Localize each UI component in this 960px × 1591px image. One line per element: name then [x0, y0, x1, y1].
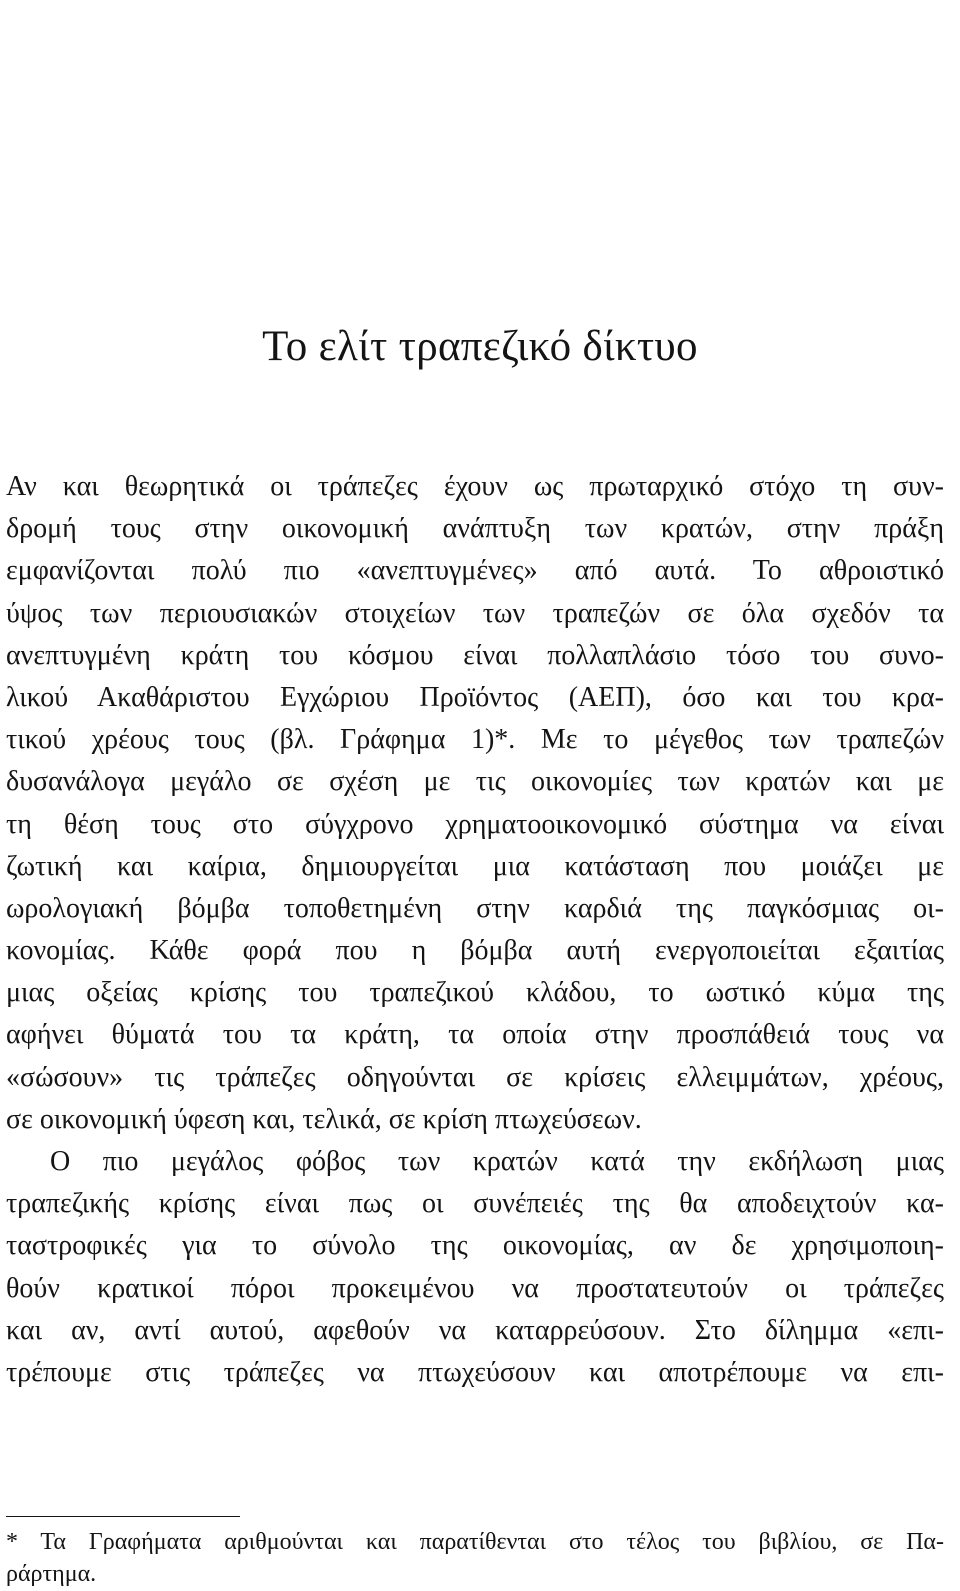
body-text — [6, 466, 944, 1394]
text-line: τραπεζικής κρίσης είναι πως οι συνέπειές της θα αποδειχτούν κα- — [6, 1188, 944, 1220]
text-line: τικού χρέους τους (βλ. Γράφημα 1)*. Με το μέγεθος των τραπεζών — [6, 724, 944, 756]
text-line: θούν κρατικοί πόροι προκειμένου να προστατευτούν οι τράπεζες — [6, 1272, 944, 1304]
footnote-line: * Τα Γραφήματα αριθμούνται και παρατίθενται στο τέλος του βιβλίου, σε Πα- — [6, 1529, 944, 1555]
text-line: μιας οξείας κρίσης του τραπεζικού κλάδου, το ωστικό κύμα της — [6, 977, 944, 1009]
text-line: ωρολογιακή βόμβα τοποθετημένη στην καρδιά της παγκόσμιας οι- — [6, 892, 944, 924]
text-line: τη θέση τους στο σύγχρονο χρηματοοικονομικό σύστημα να είναι — [6, 808, 944, 840]
chapter-title: Το ελίτ τραπεζικό δίκτυο — [262, 323, 698, 370]
text-line: και αν, αντί αυτού, αφεθούν να καταρρεύσουν. Στο δίλημμα «επι- — [6, 1314, 944, 1346]
text-line: Ο πιο μεγάλος φόβος των κρατών κατά την εκδήλωση μιας — [50, 1146, 944, 1177]
text-line: ζωτική και καίρια, δημιουργείται μια κατάσταση που μοιάζει με — [6, 850, 944, 882]
text-line: κονομίας. Κάθε φορά που η βόμβα αυτή ενεργοποιείται εξαιτίας — [6, 935, 944, 967]
text-line: λικού Ακαθάριστου Εγχώριου Προϊόντος (ΑΕΠ), όσο και του κρα- — [6, 681, 944, 713]
footnote — [6, 1526, 944, 1590]
text-line: σε οικονομική ύφεση και, τελικά, σε κρίση πτωχεύσεων. — [6, 1103, 642, 1135]
text-line: «σώσουν» τις τράπεζες οδηγούνται σε κρίσεις ελλειμμάτων, χρέους, — [6, 1061, 944, 1093]
text-line: Αν και θεωρητικά οι τράπεζες έχουν ως πρωταρχικό στόχο τη συν- — [6, 471, 944, 502]
text-line: ύψος των περιουσιακών στοιχείων των τραπεζών σε όλα σχεδόν τα — [6, 597, 944, 629]
text-line: ανεπτυγμένη κράτη του κόσμου είναι πολλαπλάσιο τόσο του συνο- — [6, 639, 944, 671]
text-line: ταστροφικές για το σύνολο της οικονομίας, αν δε χρησιμοποιη- — [6, 1230, 944, 1262]
text-line: τρέπουμε στις τράπεζες να πτωχεύσουν και αποτρέπουμε να επι- — [6, 1356, 944, 1388]
text-line: αφήνει θύματά του τα κράτη, τα οποία στην προσπάθειά τους να — [6, 1019, 944, 1051]
footnote-line: ράρτημα. — [6, 1561, 97, 1587]
text-line: εμφανίζονται πολύ πιο «ανεπτυγμένες» από αυτά. Το αθροιστικό — [6, 555, 944, 587]
text-line: δυσανάλογα μεγάλο σε σχέση με τις οικονομίες των κρατών και με — [6, 766, 944, 798]
text-line: δρομή τους στην οικονομική ανάπτυξη των κρατών, στην πράξη — [6, 513, 944, 545]
footnote-divider — [6, 1516, 240, 1517]
